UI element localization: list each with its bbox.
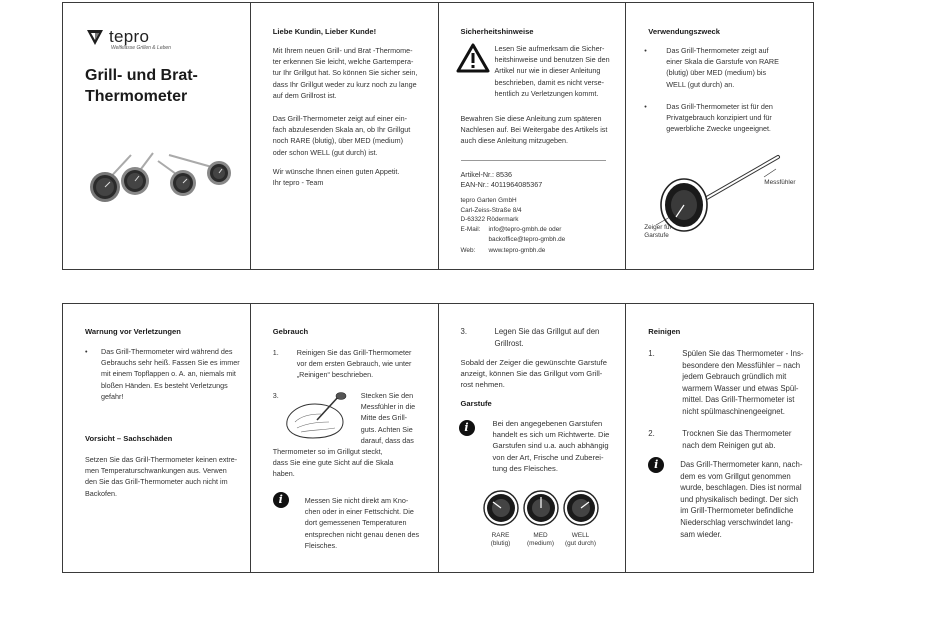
- leaflet-bottom-sheet: [62, 303, 814, 573]
- text-line: (gut durch): [565, 540, 596, 547]
- cleaning-info: [680, 459, 813, 540]
- text-line: hentlich zu Verletzungen kommt.: [494, 88, 599, 98]
- damage-text: [85, 454, 251, 499]
- text-line: entsprechen nicht genau denen des: [304, 529, 420, 539]
- text-line: Setzen Sie das Grill-Thermometer keinen extre-: [85, 455, 238, 464]
- text-line: und physikalisch bedingt. Der sich: [680, 494, 799, 504]
- use-panel: [251, 304, 439, 572]
- text-line: tur Ihr Grillgut hat. So können Sie sicher sein,: [272, 68, 418, 78]
- damage-heading: Vorsicht – Sachschäden: [85, 434, 173, 443]
- warning-heading: Warnung vor Verletzungen: [85, 327, 181, 336]
- email-values: [489, 225, 566, 246]
- dial-well: [563, 490, 599, 531]
- warning-panel: [63, 304, 251, 572]
- greeting-heading: Liebe Kundin, Lieber Kunde!: [272, 27, 377, 36]
- text-line: Sobald der Zeiger die gewünschte Garstufe: [460, 358, 607, 367]
- text-line: Garstufen sind u.a. auch abhängig: [492, 441, 609, 451]
- step-number: 3.: [272, 391, 279, 400]
- greeting-paragraph-3: [273, 166, 439, 188]
- text-line: Ihr tepro - Team: [272, 178, 324, 188]
- web-label: Web:: [460, 247, 476, 254]
- email-link[interactable]: info@tepro-gmbh.de oder: [488, 226, 562, 233]
- cover-title-line1: Grill- und Brat-: [85, 67, 198, 84]
- cleaning-step-2: [648, 428, 813, 451]
- text-line: (blutig) über MED (medium) bis: [666, 68, 767, 78]
- safety-heading: Sicherheitshinweise: [460, 27, 534, 36]
- use-step-2-right: [361, 390, 439, 446]
- text-line: Niederschlag verschwindet lang-: [680, 517, 793, 527]
- web-link[interactable]: www.tepro-gmbh.de: [488, 247, 546, 254]
- safety-warning-text: [495, 43, 625, 99]
- text-line: oder schon WELL (gut durch) ist.: [272, 147, 378, 157]
- text-line: dort gemessenen Temperaturen: [304, 518, 407, 528]
- cleaning-step-1: [648, 348, 813, 418]
- use-step-3-text: [461, 357, 627, 391]
- email-link[interactable]: backoffice@tepro-gmbh.de: [488, 236, 566, 244]
- text-line: Backofen.: [85, 488, 117, 498]
- text-line: rost nehmen.: [460, 380, 505, 390]
- usage-panel: [626, 3, 813, 269]
- greeting-panel: [251, 3, 439, 269]
- step-number: 3.: [460, 327, 468, 336]
- step-number: 1.: [648, 349, 655, 358]
- doneness-panel: [439, 304, 627, 572]
- safety-keep-text: [461, 113, 627, 147]
- info-icon: i: [648, 457, 664, 473]
- bullet-dot: •: [85, 347, 88, 356]
- text-line: Wir wünsche Ihnen einen guten Appetit.: [272, 167, 400, 176]
- dial-well-label: [557, 532, 605, 548]
- text-line: darauf, dass das: [360, 435, 414, 445]
- brand-name: tepro: [109, 27, 150, 46]
- use-step-2-full: [273, 446, 439, 480]
- text-line: besondere den Messfühler – nach: [682, 360, 801, 370]
- tepro-logo-icon: [85, 27, 105, 47]
- text-line: dass Sie eine gute Sicht auf die Skala: [272, 458, 394, 468]
- text-line: Trocknen Sie das Thermometer: [682, 429, 792, 438]
- text-line: wurde, beschlagen. Dies ist normal: [680, 483, 802, 493]
- doneness-heading: Garstufe: [460, 399, 492, 408]
- cleaning-panel: [626, 304, 813, 572]
- text-line: dass Ihr Grillgut weder zu kurz noch zu lange: [272, 79, 417, 89]
- text-line: mit einem Topflappen o. A. an, niemals mit: [101, 369, 236, 379]
- text-line: anzeigt, können Sie das Grillgut vom Grill-: [460, 369, 603, 379]
- text-line: dem es vom Grillgut genommen: [680, 471, 791, 481]
- text-line: Das Grill-Thermometer wird während des: [101, 347, 233, 356]
- info-icon: i: [459, 420, 475, 436]
- bullet-dot: •: [644, 46, 647, 55]
- text-line: mittel. Das Grill-Thermometer ist: [682, 395, 795, 405]
- dial-med-icon: [523, 490, 559, 526]
- text-line: Zeiger für: [644, 224, 672, 231]
- text-line: Stecken Sie den: [360, 391, 414, 400]
- text-line: nach dem Reinigen gut ab.: [682, 440, 776, 450]
- meat-with-probe-illustration: [281, 392, 351, 442]
- dial-rare-icon: [483, 490, 519, 526]
- text-line: Garstufe: [644, 232, 669, 239]
- text-line: Thermometer so im Grillgut steckt,: [272, 447, 383, 456]
- text-line: Fleisches.: [304, 540, 338, 550]
- text-line: von der Art, Frische und Zuberei-: [492, 452, 604, 462]
- text-line: nicht spülmaschinengeeignet.: [682, 406, 785, 416]
- warning-bullet: [85, 346, 251, 402]
- thermometers-product-image: [83, 143, 233, 205]
- text-line: im Grill-Thermometer befindliche: [680, 506, 794, 516]
- cleaning-heading: Reinigen: [648, 327, 681, 336]
- text-line: Nachlesen auf. Bei Weitergabe des Artikels ist: [460, 125, 608, 135]
- text-line: heitshinweise und benutzen Sie den: [494, 55, 610, 65]
- text-line: Spülen Sie das Thermometer - Ins-: [682, 349, 804, 358]
- warning-triangle-icon: [456, 43, 490, 73]
- text-line: bloßen Händen. Es besteht Verletzungs: [101, 380, 228, 390]
- text-line: jedem Gebrauch gründlich mit: [682, 372, 787, 382]
- text-line: Reinigen Sie das Grill-Thermometer: [296, 348, 412, 357]
- usage-bullet-2: [644, 101, 813, 135]
- use-step-1: [273, 347, 439, 381]
- usage-heading: Verwendungszweck: [648, 27, 720, 36]
- leaflet-top-sheet: [62, 2, 814, 270]
- bullet-dot: •: [644, 102, 647, 111]
- divider: [461, 160, 606, 161]
- text-line: Das Grill-Thermometer zeigt auf einer ein-: [272, 114, 407, 123]
- text-line: fach abzulesenden Skala an, ob Ihr Grillgut: [272, 125, 411, 135]
- text-line: Grillrost.: [494, 338, 524, 348]
- text-line: RARE: [491, 532, 510, 539]
- info-icon: i: [273, 492, 289, 508]
- text-line: auf dem Grillrost ist.: [272, 90, 337, 100]
- text-line: tepro Garten GmbH: [460, 197, 517, 204]
- text-line: Lesen Sie aufmerksam die Sicher-: [494, 44, 605, 53]
- text-line: Messen Sie nicht direkt am Kno-: [304, 496, 409, 505]
- brand-logo: [85, 27, 149, 47]
- text-line: tung des Fleisches.: [492, 463, 558, 473]
- text-line: Gebrauchs sehr heiß. Fassen Sie es immer: [101, 358, 240, 368]
- text-line: MED: [533, 532, 548, 539]
- text-line: gefahr!: [101, 391, 124, 401]
- text-line: WELL (gut durch) an.: [666, 79, 735, 89]
- text-line: handelt es sich um Richtwerte. Die: [492, 430, 610, 440]
- dial-med: [523, 490, 559, 531]
- text-line: D-63322 Rödermark: [460, 216, 519, 224]
- step-number: 1.: [272, 348, 279, 357]
- text-line: auch diese Anleitung mitzugeben.: [460, 136, 568, 146]
- text-line: warmem Wasser und etwas Spül-: [682, 383, 799, 393]
- text-line: beschrieben, damit es nicht verse-: [494, 77, 604, 87]
- text-line: gewerbliche Zwecke ungeeignet.: [666, 124, 771, 134]
- text-line: WELL: [571, 532, 590, 539]
- pointer-label: [644, 224, 671, 240]
- text-line: men Temperaturschwankungen aus. Verwen: [85, 466, 227, 476]
- text-line: Bei den angegebenen Garstufen: [492, 419, 603, 428]
- text-line: Carl-Zeiss-Straße 8/4: [460, 206, 522, 214]
- text-line: Artikel nur wie in dieser Anleitung: [494, 66, 601, 76]
- text-line: Das Grill-Thermometer kann, nach-: [680, 460, 803, 469]
- text-line: den Sie das Grill-Thermometer auch nicht im: [85, 477, 228, 487]
- text-line: Das Grill-Thermometer zeigt auf: [666, 46, 769, 55]
- text-line: Mit Ihrem neuen Grill- und Brat -Thermome-: [272, 46, 413, 55]
- text-line: Messfühler in die: [360, 402, 416, 412]
- text-line: vor dem ersten Gebrauch, wie unter: [296, 359, 412, 369]
- text-line: Legen Sie das Grillgut auf den: [494, 327, 600, 336]
- text-line: Mitte des Grill-: [360, 413, 408, 423]
- text-line: Das Grill-Thermometer ist für den: [666, 102, 773, 111]
- text-line: guts. Achten Sie: [360, 424, 413, 434]
- dial-rare: [483, 490, 519, 531]
- text-line: haben.: [272, 469, 295, 479]
- text-line: „Reinigen“ beschrieben.: [296, 370, 374, 380]
- text-line: (medium): [527, 540, 554, 547]
- use-step-3: [461, 326, 627, 349]
- probe-label: Messfühler: [764, 179, 796, 186]
- greeting-paragraph-1: [273, 45, 439, 101]
- text-line: einer Skala die Garstufe von RARE: [666, 57, 779, 67]
- ean-number: EAN-Nr.: 4011964085367: [460, 180, 543, 189]
- email-label: E-Mail:: [460, 226, 481, 233]
- use-note: [305, 495, 439, 551]
- text-line: noch RARE (blutig), über MED (medium): [272, 136, 403, 146]
- article-number: Artikel-Nr.: 8536: [460, 170, 513, 179]
- text-line: sam wieder.: [680, 529, 722, 539]
- dial-well-icon: [563, 490, 599, 526]
- text-line: chen oder in einer Fettschicht. Die: [304, 507, 414, 517]
- step-number: 2.: [648, 429, 655, 438]
- brand-slogan: Weltklasse Grillen & Leben: [111, 45, 171, 51]
- text-line: Bewahren Sie diese Anleitung zum späteren: [460, 114, 602, 123]
- cover-panel: [63, 3, 251, 269]
- usage-bullet-1: [644, 45, 813, 90]
- safety-panel: [439, 3, 627, 269]
- use-heading: Gebrauch: [272, 327, 309, 336]
- text-line: Privatgebrauch konzipiert und für: [666, 113, 772, 123]
- text-line: (blutig): [490, 540, 511, 547]
- text-line: ter erkennen Sie leicht, welche Gartempera-: [272, 57, 414, 67]
- cover-title-line2: Thermometer: [85, 88, 188, 105]
- greeting-paragraph-2: [273, 113, 439, 158]
- doneness-info: [493, 418, 627, 474]
- company-address: [461, 196, 522, 225]
